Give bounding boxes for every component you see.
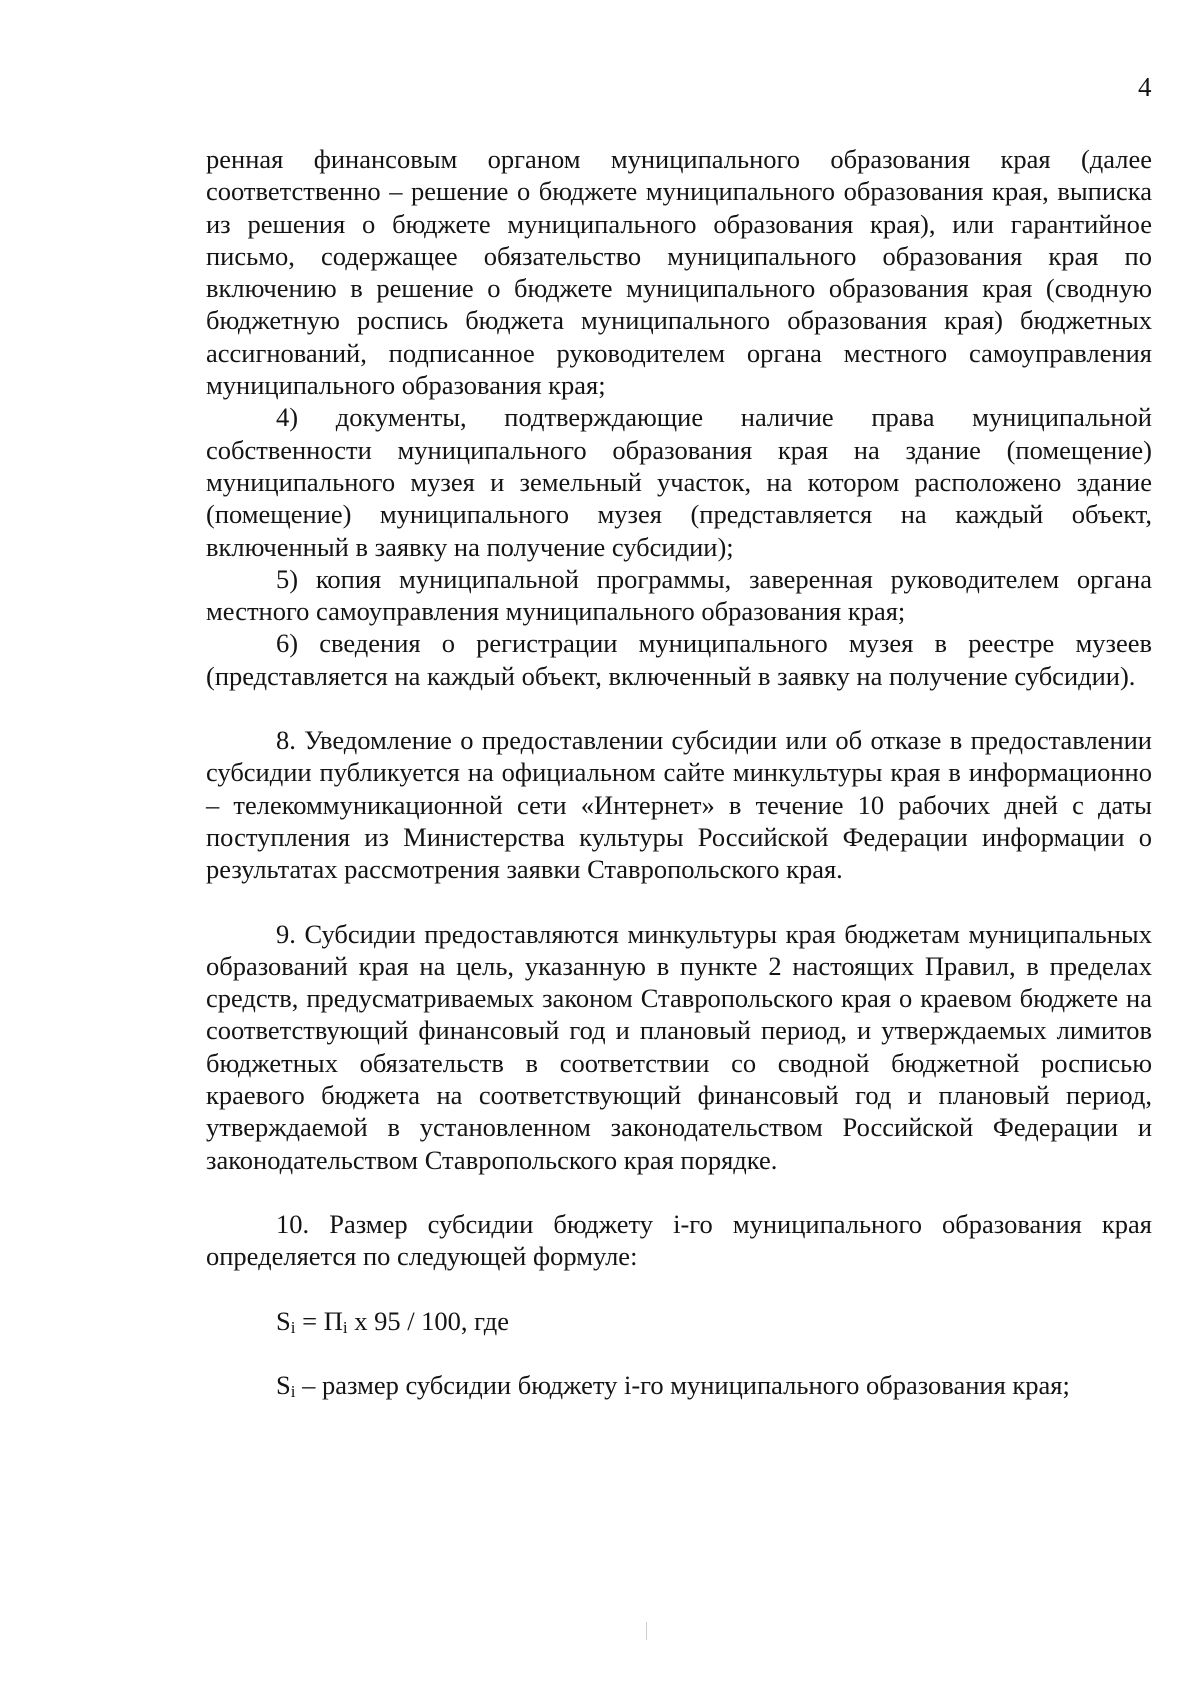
formula-p-subscript: i — [342, 1317, 348, 1337]
formula-definition — [206, 1369, 1152, 1401]
paragraph-item-5: 5) копия муниципальной программы, заверенная руководителем органа местного самоуправления муниципального образования края; — [206, 563, 1152, 627]
paragraph-clause-8: 8. Уведомление о предоставлении субсидии или об отказе в предоставлении субсидии публикуется на официальном сайте минкультуры края в информационно – телекоммуникационной сети «Интернет» в течение 10 рабочих дней с даты поступления из Министерства культуры Российской Федерации информации о результатах рассмотрения заявки Ставропольского края. — [206, 725, 1152, 885]
definition-symbol: S — [276, 1369, 291, 1400]
formula-s-subscript: i — [290, 1317, 296, 1337]
formula-s-symbol: S — [276, 1305, 291, 1336]
scan-mark — [646, 1622, 647, 1640]
paragraph-continuation: ренная финансовым органом муниципального образования края (далее соответственно – решение о бюджете муниципального образования края, выписка из решения о бюджете муниципального образования края), или гарантийное письмо, содержащее обязательство муниципального образования края по включению в решение о бюджете муниципального образования края (сводную бюджетную роспись бюджета муниципального образования края) бюджетных ассигнований, подписанное руководителем органа местного самоуправления муниципального образования края; — [206, 144, 1152, 401]
formula-equals: = — [295, 1305, 324, 1336]
formula-rest: х 95 / 100, где — [347, 1305, 509, 1336]
formula-p-symbol: П — [323, 1305, 343, 1336]
paragraph-item-4: 4) документы, подтверждающие наличие права муниципальной собственности муниципального образования края на здание (помещение) муниципального музея и земельный участок, на котором расположено здание (помещение) муниципального музея (представляется на каждый объект, включенный в заявку на получение субсидии); — [206, 402, 1152, 562]
paragraph-clause-9: 9. Субсидии предоставляются минкультуры края бюджетам муниципальных образований края на цель, указанную в пункте 2 настоящих Правил, в пределах средств, предусматриваемых законом Ставропольского края о краевом бюджете на соответствующий финансовый год и плановый период, и утверждаемых лимитов бюджетных обязательств в соответствии со сводной бюджетной росписью краевого бюджета на соответствующий финансовый год и плановый период, утверждаемой в установленном законодательством Российской Федерации и законодательством Ставропольского края порядке. — [206, 918, 1152, 1175]
definition-subscript: i — [290, 1381, 296, 1401]
definition-text: – размер субсидии бюджету i-го муниципального образования края; — [295, 1369, 1070, 1400]
page-number: 4 — [1138, 72, 1152, 102]
paragraph-clause-10: 10. Размер субсидии бюджету i-го муниципального образования края определяется по следующей формуле: — [206, 1208, 1152, 1272]
document-body — [206, 143, 1152, 1401]
subsidy-formula — [206, 1305, 1152, 1337]
paragraph-item-6: 6) сведения о регистрации муниципального музея в реестре музеев (представляется на каждый объект, включенный в заявку на получение субсидии). — [206, 628, 1152, 691]
